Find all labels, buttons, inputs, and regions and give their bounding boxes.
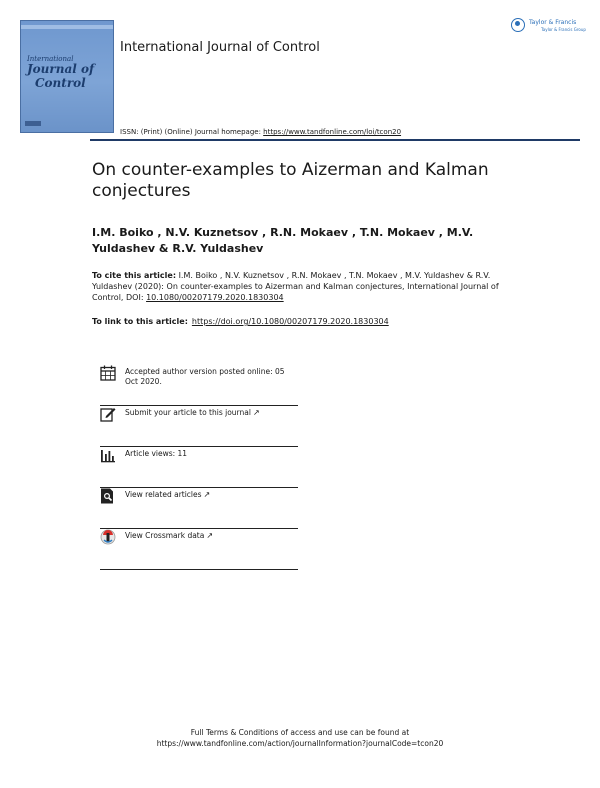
footer-terms-link[interactable]: https://www.tandfonline.com/action/journalInformation?journalCode=tcon20 xyxy=(156,739,444,748)
divider xyxy=(100,569,298,570)
accepted-date-text: Accepted author version posted online: 05 Oct 2020. xyxy=(125,367,285,386)
publisher-logo-icon xyxy=(511,18,525,32)
pencil-icon xyxy=(100,406,116,422)
article-authors: I.M. Boiko , N.V. Kuznetsov , R.N. Mokaev , T.N. Mokaev , M.V. Yuldashev & R.V. Yuldashev xyxy=(92,226,474,255)
publisher-logo-group: Taylor & Francis Group xyxy=(541,27,586,32)
publisher-logo[interactable] xyxy=(511,18,587,38)
footer-terms-text: Full Terms & Conditions of access and use can be found at xyxy=(190,728,410,737)
link-label: To link to this article: xyxy=(92,317,188,326)
publisher-logo-name: Taylor & Francis xyxy=(529,19,577,26)
submit-article-text: Submit your article to this journal xyxy=(125,408,251,417)
info-item-accepted xyxy=(100,365,298,406)
journal-cover-image xyxy=(20,20,114,133)
related-articles-link[interactable] xyxy=(125,490,295,500)
cover-strip xyxy=(21,25,113,29)
calendar-icon xyxy=(100,365,116,381)
issn-line xyxy=(120,128,401,136)
crossmark-text: View Crossmark data xyxy=(125,531,205,540)
cite-text: I.M. Boiko , N.V. Kuznetsov , R.N. Mokaev , T.N. Mokaev , M.V. Yuldashev & R.V. Yuldashev (2020): On counter-examples to Aizerman and Kalman conjectures, International Journal of Control, DOI: xyxy=(92,271,499,302)
submit-article-link[interactable] xyxy=(125,408,295,418)
info-item-related[interactable] xyxy=(100,488,298,529)
cover-line-1: International xyxy=(27,55,74,63)
search-document-icon xyxy=(100,488,116,504)
external-link-icon: ↗ xyxy=(206,531,214,540)
cover-line-2: Journal of xyxy=(27,62,95,76)
article-title: On counter-examples to Aizerman and Kalman conjectures xyxy=(92,160,489,201)
cover-line-3: Control xyxy=(35,76,86,90)
external-link-icon: ↗ xyxy=(203,490,211,499)
footer xyxy=(0,727,600,749)
header-divider xyxy=(90,139,580,141)
journal-title[interactable]: International Journal of Control xyxy=(120,40,320,55)
bar-chart-icon xyxy=(100,447,116,463)
cover-publisher-mark xyxy=(25,121,41,126)
article-views-text: Article views: 11 xyxy=(125,449,188,458)
doi-link[interactable]: 10.1080/00207179.2020.1830304 xyxy=(146,293,284,302)
crossmark-link[interactable] xyxy=(125,531,295,541)
info-item-crossmark[interactable] xyxy=(100,529,298,570)
article-url-link[interactable]: https://doi.org/10.1080/00207179.2020.1830304 xyxy=(191,317,389,326)
related-articles-text: View related articles xyxy=(125,490,202,499)
issn-text: ISSN: (Print) (Online) Journal homepage: xyxy=(120,128,264,136)
info-item-submit[interactable] xyxy=(100,406,298,447)
info-item-views xyxy=(100,447,298,488)
crossmark-icon xyxy=(100,529,116,545)
article-info-list xyxy=(100,365,298,570)
external-link-icon: ↗ xyxy=(252,408,260,417)
cite-label: To cite this article: xyxy=(92,271,177,280)
citation-block xyxy=(92,270,512,303)
journal-homepage-link[interactable]: https://www.tandfonline.com/loi/tcon20 xyxy=(263,128,402,136)
article-link-line xyxy=(92,317,389,326)
